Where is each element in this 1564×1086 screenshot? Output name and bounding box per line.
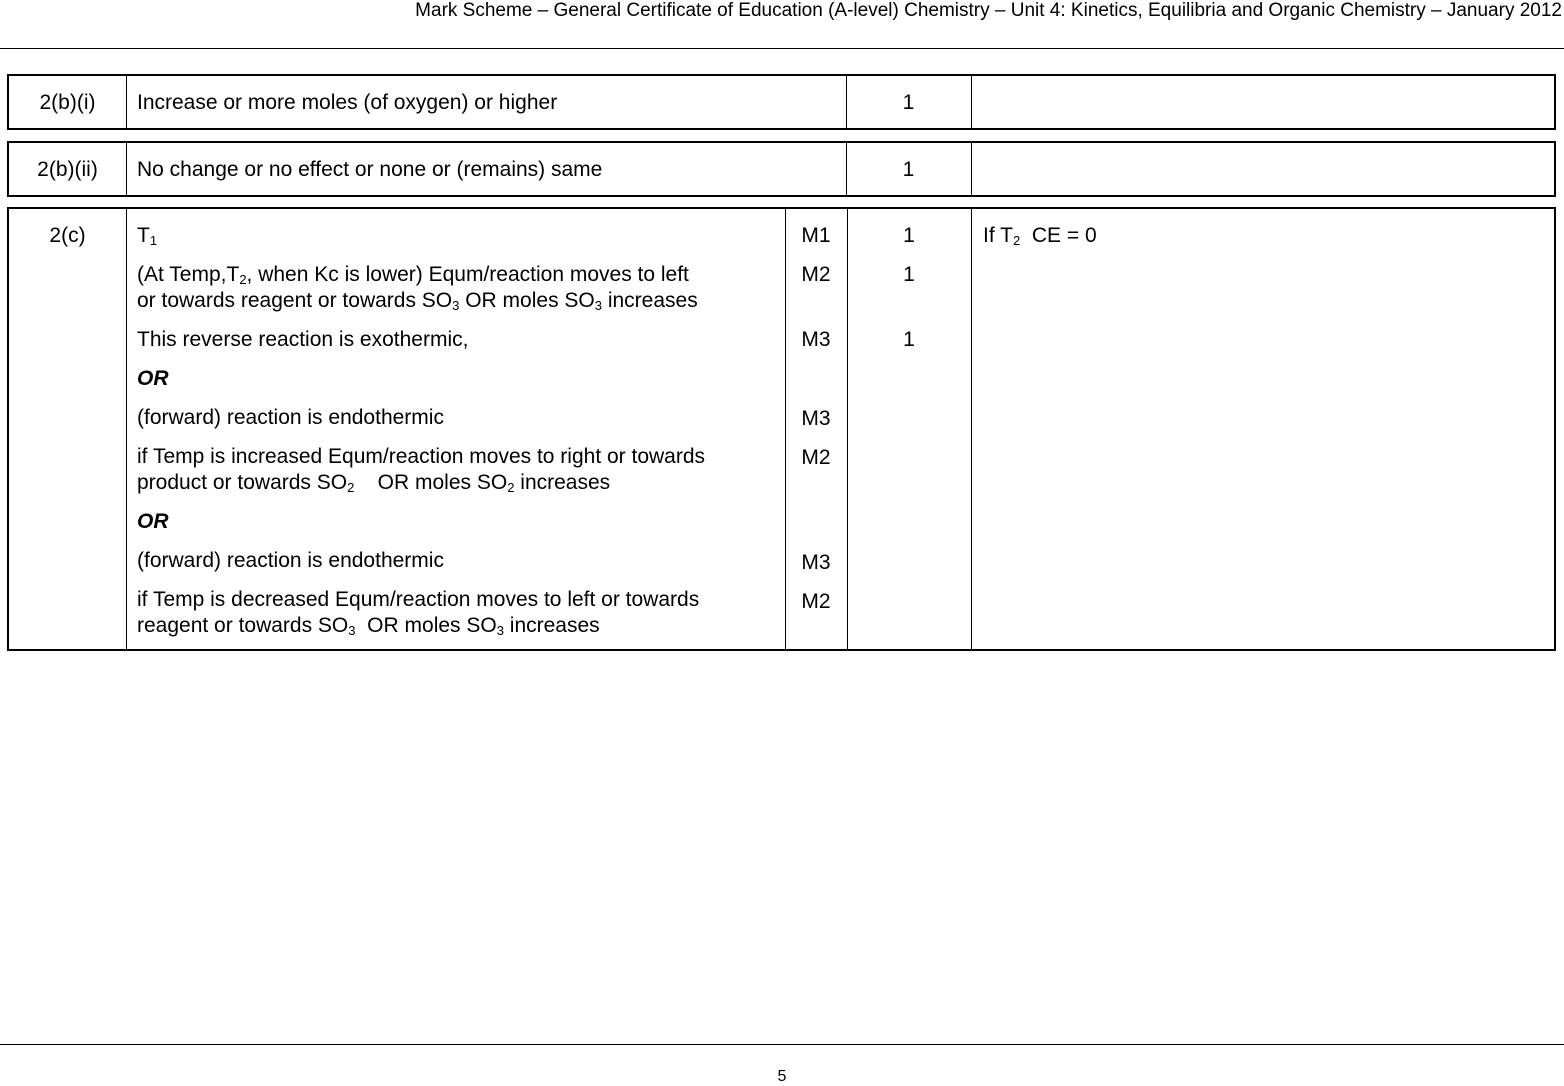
mark-code: M1 [801,224,831,247]
answer-text: increases [503,614,600,637]
subscript: 3 [496,623,504,638]
answer-text: (At Temp,T [137,263,240,286]
answer-text: Increase or more moles (of oxygen) or higher [137,91,558,114]
header-rule [0,48,1564,49]
subscript: 1 [149,233,158,248]
question-number: 2(c) [49,224,86,247]
mark-code: M3 [801,328,831,351]
column-divider [971,76,972,128]
answer-text: No change or no effect or none or (remains) same [137,158,603,181]
question-number: 2(b)(ii) [37,158,98,181]
mark-code: M3 [801,551,831,574]
mark-row-2b-i [7,74,1556,130]
subscript: 2 [507,480,515,495]
answer-line-t1 [137,223,157,249]
question-number: 2(b)(i) [39,91,96,114]
answer-text: , when Kc is lower) Equm/reaction moves to left [246,263,689,286]
answer-line-alt1-m2b [137,470,610,496]
answer-line-alt2-m3: (forward) reaction is endothermic [137,549,444,572]
mark-row-2c [7,207,1556,651]
answer-text: or towards reagent or towards SO [137,289,453,312]
column-divider [126,209,127,649]
mark-code: M2 [801,263,831,286]
subscript: 2 [1012,233,1021,248]
subscript: 3 [594,298,602,313]
answer-line-m2a [137,262,689,288]
comment-part: If T [983,224,1013,247]
mark-row-2b-ii [7,141,1556,197]
subscript: 2 [239,272,247,287]
mark-code: M3 [801,407,831,430]
footer-rule [0,1044,1564,1045]
subscript: 3 [348,623,356,638]
marks-value: 1 [903,224,915,247]
answer-line-m2b [137,288,698,314]
answer-text: increases [514,471,611,494]
comment-part: CE = 0 [1020,224,1097,247]
page-header: Mark Scheme – General Certificate of Education (A-level) Chemistry – Unit 4: Kinetics, Equilibria and Organic Chemistry – January 2012 [415,0,1562,21]
answer-text: T [137,224,150,247]
answer-text: product or towards SO [137,471,348,494]
subscript: 3 [452,298,460,313]
answer-line-alt2-m2b [137,613,600,639]
subscript: 2 [347,480,355,495]
or-label: OR [137,367,169,390]
marks-value: 1 [903,328,915,351]
answer-line-alt2-m2a: if Temp is decreased Equm/reaction moves to left or towards [137,588,700,611]
marks-value: 1 [902,91,915,114]
answer-line-alt1-m2a: if Temp is increased Equm/reaction moves to right or towards [137,445,706,468]
page-number: 5 [777,1068,787,1085]
answer-line-m3: This reverse reaction is exothermic, [137,328,469,351]
answer-text: OR moles SO [355,614,497,637]
answer-text: OR moles SO [459,289,595,312]
column-divider [971,143,972,195]
answer-text: increases [602,289,698,312]
answer-text: OR moles SO [354,471,508,494]
marks-value: 1 [903,263,915,286]
marks-value: 1 [902,158,915,181]
answer-text: reagent or towards SO [137,614,349,637]
mark-code: M2 [801,590,831,613]
answer-line-alt1-m3: (forward) reaction is endothermic [137,406,444,429]
column-divider [126,143,127,195]
comment-text [983,223,1097,249]
column-divider [971,209,972,649]
column-divider [126,76,127,128]
or-label: OR [137,510,169,533]
mark-code: M2 [801,446,831,469]
